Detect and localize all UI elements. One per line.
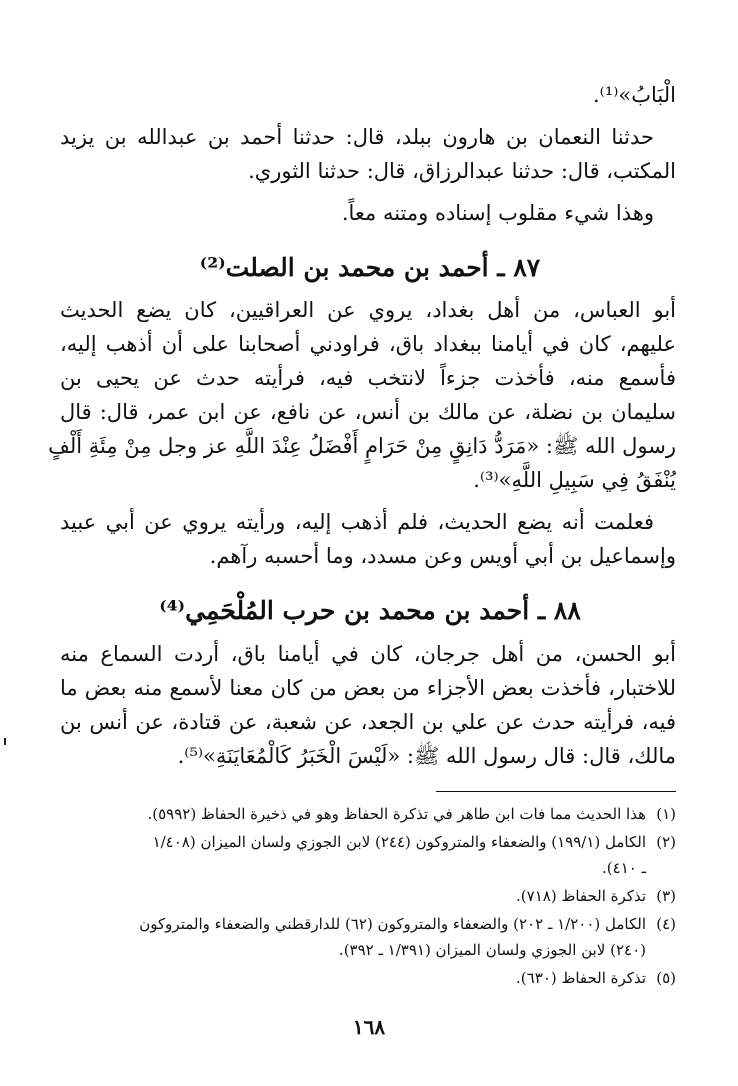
body-line: سليمان بن نضلة، عن مالك بن أنس، عن نافع، عن ابن عمر، قال: قال	[60, 400, 676, 424]
footnote-text: تذكرة الحفاظ (٧١٨).	[516, 887, 646, 905]
body-line: أبو الحسن، من أهل جرجان، كان في أيامنا باق، أردت السماع منه	[60, 642, 676, 666]
entry-heading-87: ٨٧ ـ أحمد بن محمد بن الصلت⁽²⁾	[199, 253, 541, 282]
footnote-3	[60, 885, 676, 907]
body-line: عليهم، كان في أيامنا ببغداد باق، فراودني أصحابنا على أن أذهب إليه،	[60, 332, 676, 356]
footnote-separator	[436, 791, 676, 792]
footnote-number: (٥)	[656, 969, 676, 987]
page-number: ١٦٨	[352, 1015, 386, 1039]
body-line-hadith: مالك، قال: قال رسول الله ﷺ: «لَيْسَ الْخَبَرُ كَالْمُعَايَنَةِ»⁽⁵⁾.	[177, 744, 676, 768]
body-line-hadith: رسول الله ﷺ: «مَرَدُّ دَانِقٍ مِنْ حَرَامٍ أَفْضَلُ عِنْدَ اللَّهِ عز وجل مِنْ مِئَةِ أَلْفٍ	[48, 434, 676, 458]
footnote-1	[60, 803, 676, 825]
footnote-2-cont	[60, 857, 676, 879]
body-line: حدثنا النعمان بن هارون ببلد، قال: حدثنا أحمد بن عبدالله بن يزيد	[60, 125, 654, 149]
footnote-number: (٢)	[656, 833, 676, 851]
footnote-text: (٢٤٠) لابن الجوزي ولسان الميزان (١/٣٩١ ـ ٣٩٢).	[338, 941, 646, 959]
footnote-number: (٣)	[656, 887, 676, 905]
body-line: المكتب، قال: حدثنا عبدالرزاق، قال: حدثنا الثوري.	[248, 159, 676, 183]
footnote-text: الكامل (١٩٩/١) والضعفاء والمتروكون (٢٤٤) لابن الجوزي ولسان الميزان (١/٤٠٨	[152, 833, 646, 851]
footnote-number: (٤)	[656, 915, 676, 933]
body-line: للاختبار، فأخذت بعض الأجزاء من بعض من كان معنا لأسمع منه بعض ما	[60, 676, 676, 700]
body-line: أبو العباس، من أهل بغداد، يروي عن العراقيين، كان يضع الحديث	[60, 298, 676, 322]
body-line-hadith: يُنْفَقُ فِي سَبِيلِ اللَّهِ»⁽³⁾.	[473, 468, 676, 492]
body-line: فأسمع منه، فأخذت جزءاً لانتخب فيه، فرأيته حدث عن يحيى بن	[60, 366, 676, 390]
body-line: وإسماعيل بن أبي أويس وعن مسدد، وما أحسبه رآهم.	[209, 544, 676, 568]
body-line: وهذا شيء مقلوب إسناده ومتنه معاً.	[341, 201, 654, 225]
footnote-4-cont	[60, 939, 676, 961]
body-line: الْبَابُ»⁽¹⁾.	[592, 83, 676, 107]
footnote-text: الكامل (١/٢٠٠ ـ ٢٠٢) والضعفاء والمتروكون (٦٢) للدارقطني والضعفاء والمتروكون	[139, 915, 646, 933]
footnote-4	[60, 913, 676, 935]
page-edge-mark	[4, 738, 6, 745]
footnote-number: (١)	[656, 805, 676, 823]
footnote-text: ـ ٤١٠).	[602, 859, 646, 877]
footnote-2	[60, 831, 676, 853]
body-line: فيه، فرأيته حدث عن علي بن الجعد، عن شعبة، عن قتادة، عن أنس بن	[60, 710, 676, 734]
footnote-text: تذكرة الحفاظ (٦٣٠).	[516, 969, 646, 987]
body-line: فعلمت أنه يضع الحديث، فلم أذهب إليه، ورأيته يروي عن أبي عبيد	[60, 510, 654, 534]
footnote-5	[60, 967, 676, 989]
footnote-text: هذا الحديث مما فات ابن طاهر في تذكرة الحفاظ وهو في ذخيرة الحفاظ (٥٩٩٢).	[147, 805, 646, 823]
entry-heading-88: ٨٨ ـ أحمد بن محمد بن حرب المُلْحَمِي⁽⁴⁾	[159, 596, 581, 625]
